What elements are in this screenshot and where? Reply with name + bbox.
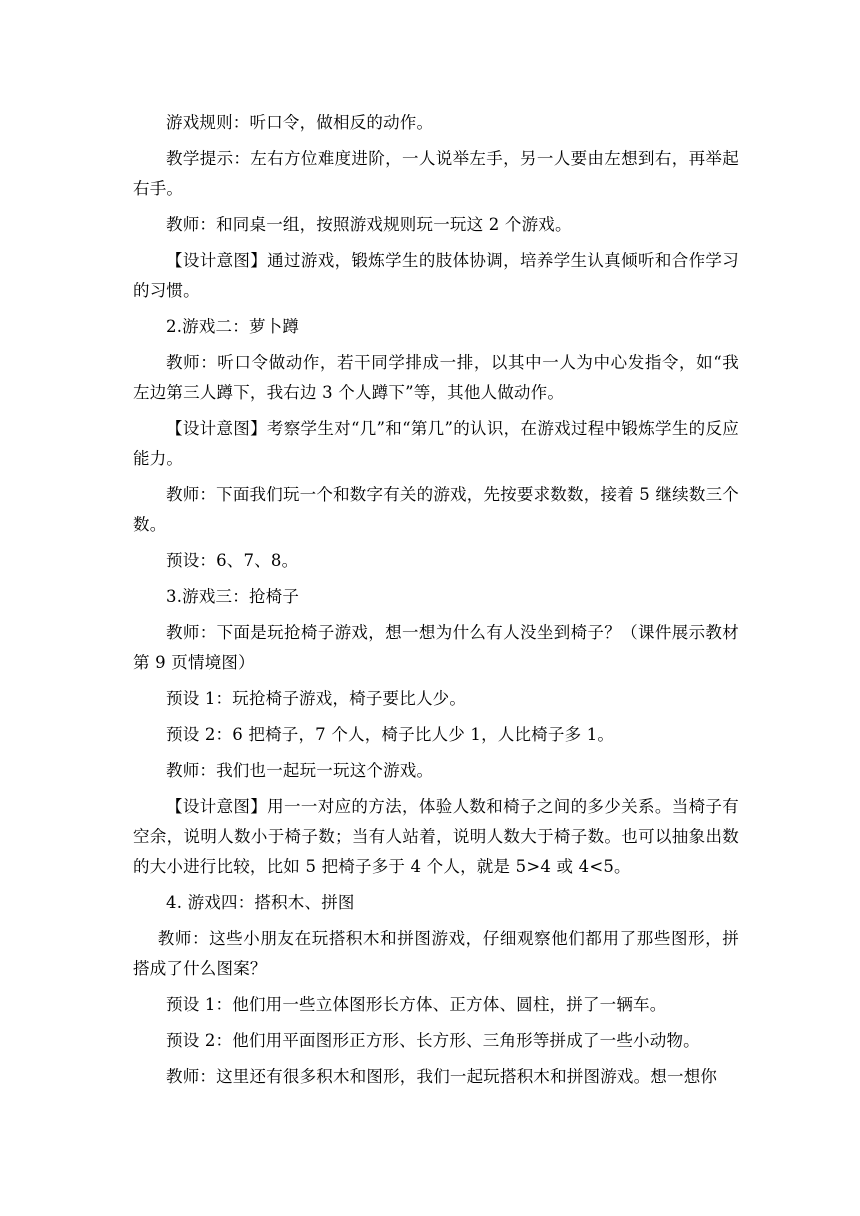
paragraph-teacher-pair: 教师：和同桌一组，按照游戏规则玩一玩这 2 个游戏。 <box>166 215 572 234</box>
paragraph-teacher-count: 教师：下面我们玩一个和数字有关的游戏，先按要求数数，接着 5 继续数三个数。 <box>133 485 739 534</box>
paragraph-teacher-squat: 教师：听口令做动作，若干同学排成一排，以其中一人为中心发指令，如“我左边第三人蹲下，我右边 3 个人蹲下”等，其他人做动作。 <box>133 353 739 402</box>
document-body <box>133 108 739 1098</box>
paragraph-preset-count: 预设：6、7、8。 <box>166 551 299 570</box>
paragraph-teacher-chairs: 教师：下面是玩抢椅子游戏，想一想为什么有人没坐到椅子？（课件展示教材第 9 页情境图） <box>133 623 739 672</box>
paragraph-design-intent-1: 【设计意图】通过游戏，锻炼学生的肢体协调，培养学生认真倾听和合作学习的习惯。 <box>133 251 739 300</box>
paragraph-teacher-play-together: 教师：我们也一起玩一玩这个游戏。 <box>166 761 434 780</box>
paragraph-preset-2-blocks: 预设 2：他们用平面图形正方形、长方形、三角形等拼成了一些小动物。 <box>166 1031 700 1050</box>
heading-game-four: 4. 游戏四：搭积木、拼图 <box>166 893 355 912</box>
paragraph-teacher-blocks: 教师：这些小朋友在玩搭积木和拼图游戏，仔细观察他们都用了那些图形，拼搭成了什么图案？ <box>133 929 739 978</box>
paragraph-teaching-tip: 教学提示：左右方位难度进阶，一人说举左手，另一人要由左想到右，再举起右手。 <box>133 149 739 198</box>
paragraph-design-intent-2: 【设计意图】考察学生对“几”和“第几”的认识，在游戏过程中锻炼学生的反应能力。 <box>133 419 739 468</box>
paragraph-design-intent-3: 【设计意图】用一一对应的方法，体验人数和椅子之间的多少关系。当椅子有空余，说明人数小于椅子数；当有人站着，说明人数大于椅子数。也可以抽象出数的大小进行比较，比如 5 把椅子多于 4 个人，就是 5>4 或 4<5。 <box>133 797 739 876</box>
paragraph-preset-1-chairs: 预设 1：玩抢椅子游戏，椅子要比人少。 <box>166 689 467 708</box>
paragraph-game-rule: 游戏规则：听口令，做相反的动作。 <box>166 113 434 132</box>
paragraph-preset-1-blocks: 预设 1：他们用一些立体图形长方体、正方体、圆柱，拼了一辆车。 <box>166 995 667 1014</box>
paragraph-preset-2-chairs: 预设 2：6 把椅子，7 个人，椅子比人少 1，人比椅子多 1。 <box>166 725 615 744</box>
heading-game-three: 3.游戏三：抢椅子 <box>166 587 300 606</box>
paragraph-teacher-more-blocks: 教师：这里还有很多积木和图形，我们一起玩搭积木和拼图游戏。想一想你 <box>166 1067 718 1086</box>
heading-game-two: 2.游戏二：萝卜蹲 <box>166 317 300 336</box>
